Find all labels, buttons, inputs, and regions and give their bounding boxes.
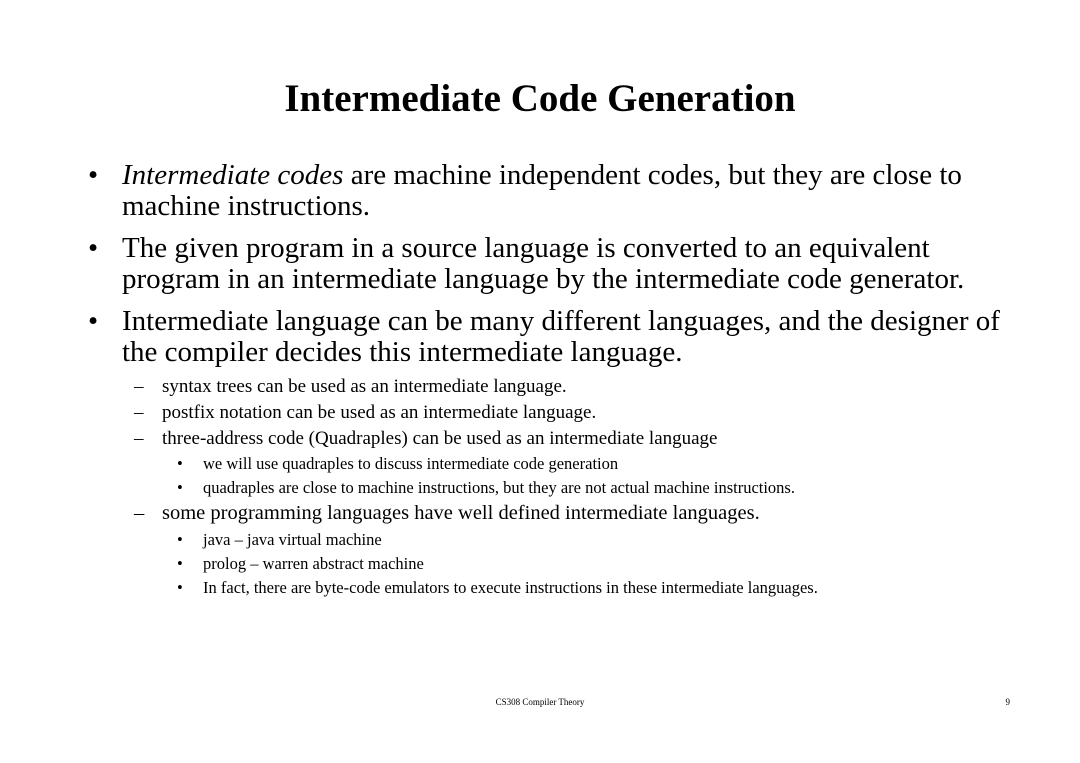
bullet-icon: • xyxy=(177,578,183,597)
nested-point-text: we will use quadraples to discuss intermediate code generation xyxy=(203,454,619,473)
footer-course: CS308 Compiler Theory xyxy=(495,697,585,707)
bullet-point xyxy=(88,233,1008,295)
sub-point xyxy=(88,502,1008,525)
bullet-icon: • xyxy=(177,454,183,473)
bullet-icon: • xyxy=(177,530,183,549)
sub-point xyxy=(88,402,1008,423)
emphasized-term: Intermediate codes xyxy=(122,159,344,191)
bullet-icon: • xyxy=(177,478,183,497)
sub-point-text: syntax trees can be used as an intermediate language. xyxy=(162,376,567,397)
bullet-icon: • xyxy=(88,232,99,264)
bullet-point xyxy=(88,306,1008,368)
slide-content xyxy=(88,160,1008,602)
slide-title: Intermediate Code Generation xyxy=(284,77,796,120)
bullet-text: are machine independent codes, but they are close to machine instructions. xyxy=(122,159,962,222)
nested-point-text: In fact, there are byte-code emulators to execute instructions in these intermediate languages. xyxy=(203,578,818,597)
sub-point-text: postfix notation can be used as an intermediate language. xyxy=(162,402,597,423)
nested-point xyxy=(88,478,1008,497)
sub-point xyxy=(88,376,1008,397)
sub-point-text: three-address code (Quadraples) can be used as an intermediate language xyxy=(162,428,718,449)
bullet-icon: • xyxy=(177,554,183,573)
bullet-point xyxy=(88,160,1008,222)
nested-point-text: quadraples are close to machine instructions, but they are not actual machine instructions. xyxy=(203,478,795,497)
bullet-icon: • xyxy=(88,305,99,337)
nested-point xyxy=(88,454,1008,473)
nested-point xyxy=(88,530,1008,549)
page-number: 9 xyxy=(1005,697,1010,707)
dash-icon: – xyxy=(134,376,144,397)
nested-point-text: prolog – warren abstract machine xyxy=(203,554,424,573)
sub-point-text: some programming languages have well defined intermediate languages. xyxy=(162,502,760,524)
bullet-text: Intermediate language can be many different languages, and the designer of the compiler decides this intermediate language. xyxy=(122,305,1000,368)
sub-point xyxy=(88,428,1008,449)
bullet-text: The given program in a source language is converted to an equivalent program in an intermediate language by the intermediate code generator. xyxy=(122,232,965,295)
dash-icon: – xyxy=(134,502,145,524)
nested-point xyxy=(88,554,1008,573)
dash-icon: – xyxy=(134,428,144,449)
nested-point xyxy=(88,578,1008,597)
nested-point-text: java – java virtual machine xyxy=(203,530,382,549)
dash-icon: – xyxy=(134,402,144,423)
bullet-icon: • xyxy=(88,159,99,191)
